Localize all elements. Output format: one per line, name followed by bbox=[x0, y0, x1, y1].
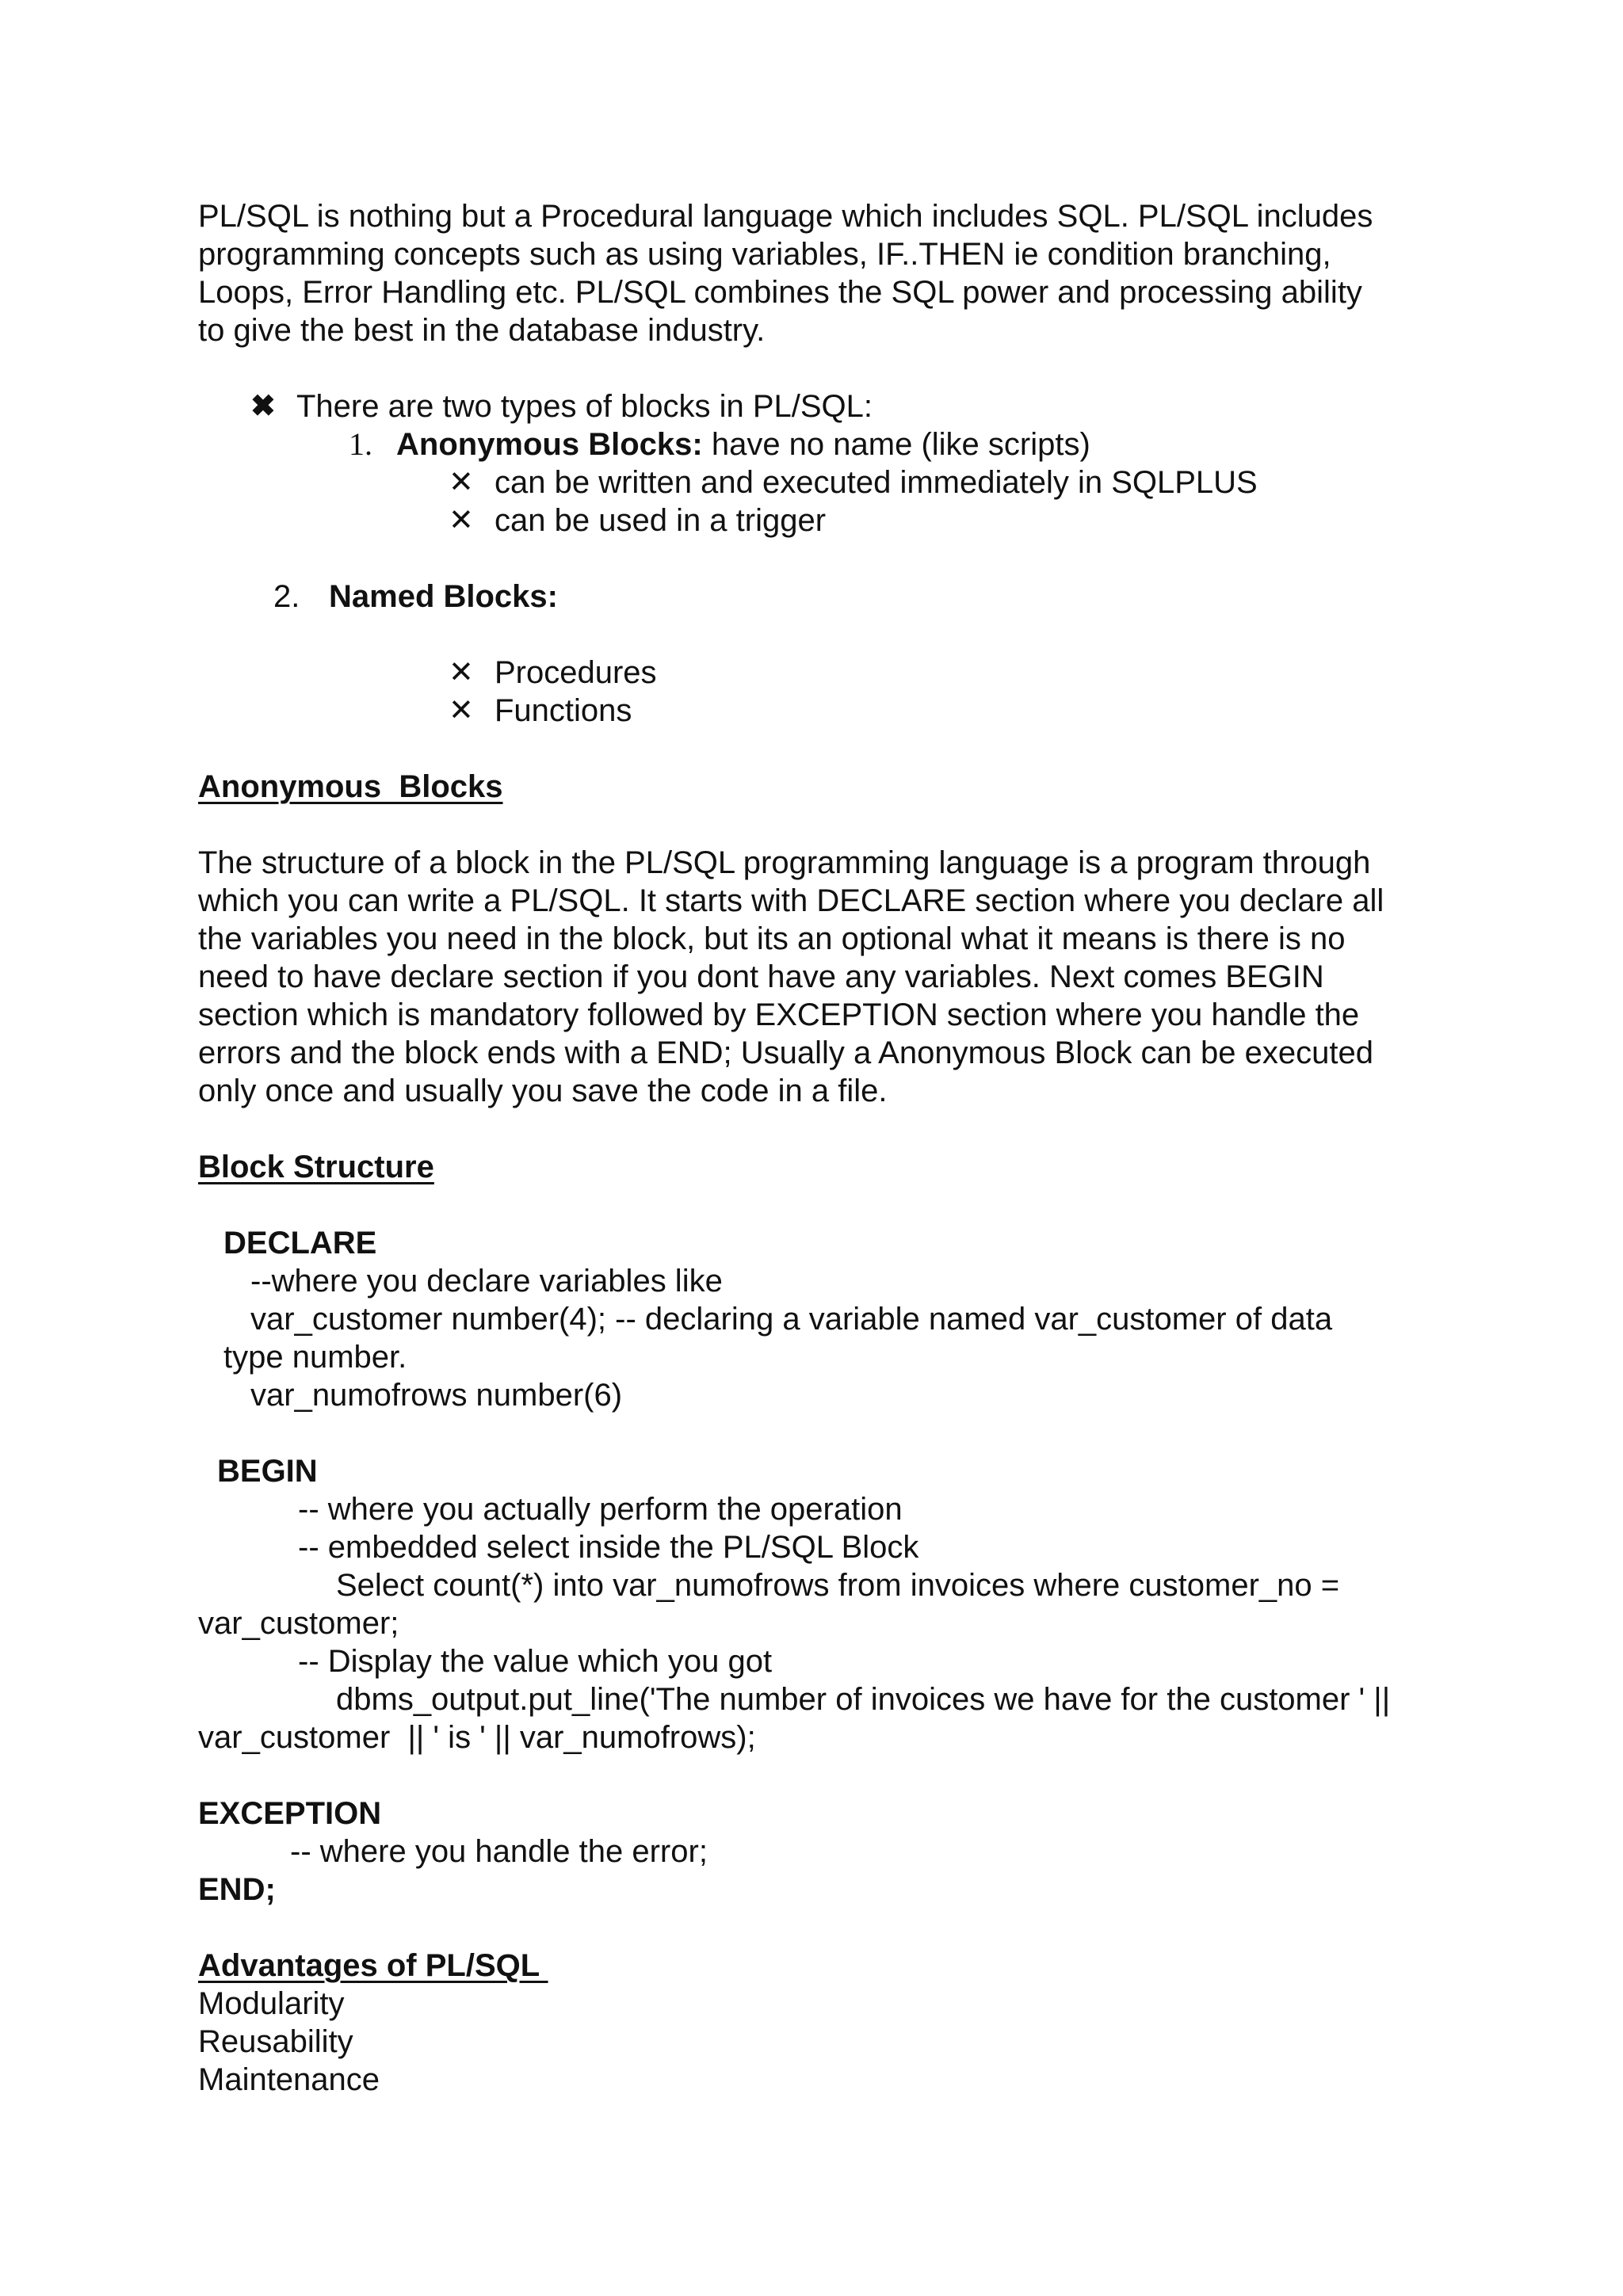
begin-keyword: BEGIN bbox=[217, 1454, 318, 1489]
exception-line: -- where you handle the error; bbox=[290, 1834, 708, 1869]
named-item-2: Functions bbox=[495, 693, 632, 728]
anonymous-para-line-7: only once and usually you save the code in a file. bbox=[198, 1074, 888, 1108]
block-structure-heading: Block Structure bbox=[198, 1150, 434, 1184]
anonymous-para-line-5: section which is mandatory followed by EXCEPTION section where you handle the bbox=[198, 997, 1360, 1032]
declare-keyword: DECLARE bbox=[223, 1226, 377, 1261]
begin-line-3: Select count(*) into var_numofrows from invoices where customer_no = bbox=[336, 1568, 1340, 1603]
intro-line-4: to give the best in the database industry. bbox=[198, 313, 766, 348]
anonymous-para-line-2: which you can write a PL/SQL. It starts with DECLARE section where you declare all bbox=[198, 883, 1384, 918]
sub-bullet-x-icon: ✕ bbox=[449, 504, 474, 537]
advantages-heading: Advantages of PL/SQL bbox=[198, 1948, 548, 1983]
begin-line-4: var_customer; bbox=[198, 1606, 399, 1641]
anonymous-blocks-label: Anonymous Blocks: bbox=[396, 427, 703, 462]
declare-line-4: var_numofrows number(6) bbox=[250, 1378, 623, 1413]
declare-line-1: --where you declare variables like bbox=[250, 1264, 723, 1299]
named-item-1: Procedures bbox=[495, 655, 657, 690]
anonymous-para-line-1: The structure of a block in the PL/SQL programming language is a program through bbox=[198, 845, 1371, 880]
sub-bullet-x-icon: ✕ bbox=[449, 466, 474, 499]
begin-line-1: -- where you actually perform the operation bbox=[298, 1492, 903, 1527]
begin-line-5: -- Display the value which you got bbox=[298, 1644, 773, 1679]
end-keyword: END; bbox=[198, 1872, 276, 1907]
list-number-2: 2. bbox=[273, 579, 300, 614]
anonymous-blocks-text: have no name (like scripts) bbox=[702, 427, 1090, 462]
blocks-heading: There are two types of blocks in PL/SQL: bbox=[296, 389, 873, 424]
anonymous-para-line-3: the variables you need in the block, but its an optional what it means is there is no bbox=[198, 921, 1346, 956]
anonymous-blocks-item bbox=[396, 425, 1090, 463]
begin-line-7: var_customer || ' is ' || var_numofrows); bbox=[198, 1720, 756, 1755]
sub-bullet-x-icon: ✕ bbox=[449, 694, 474, 727]
advantage-item-1: Modularity bbox=[198, 1986, 345, 2021]
anonymous-item-1: can be written and executed immediately in SQLPLUS bbox=[495, 465, 1258, 500]
anonymous-section-heading: Anonymous Blocks bbox=[198, 769, 503, 804]
advantage-item-2: Reusability bbox=[198, 2024, 353, 2059]
anonymous-para-line-6: errors and the block ends with a END; Usually a Anonymous Block can be executed bbox=[198, 1035, 1374, 1070]
sub-bullet-x-icon: ✕ bbox=[449, 656, 474, 689]
exception-keyword: EXCEPTION bbox=[198, 1796, 382, 1831]
intro-line-3: Loops, Error Handling etc. PL/SQL combines the SQL power and processing ability bbox=[198, 275, 1362, 310]
intro-line-1: PL/SQL is nothing but a Procedural language which includes SQL. PL/SQL includes bbox=[198, 199, 1373, 234]
begin-line-2: -- embedded select inside the PL/SQL Block bbox=[298, 1530, 919, 1565]
anonymous-item-2: can be used in a trigger bbox=[495, 503, 827, 538]
declare-line-3: type number. bbox=[223, 1340, 407, 1375]
bullet-x-icon: ✖ bbox=[250, 390, 276, 423]
anonymous-para-line-4: need to have declare section if you dont have any variables. Next comes BEGIN bbox=[198, 959, 1324, 994]
intro-line-2: programming concepts such as using variables, IF..THEN ie condition branching, bbox=[198, 237, 1331, 272]
named-blocks-label: Named Blocks: bbox=[329, 579, 558, 614]
begin-line-6: dbms_output.put_line('The number of invoices we have for the customer ' || bbox=[336, 1682, 1391, 1717]
list-number-1: 1. bbox=[349, 426, 372, 462]
advantage-item-3: Maintenance bbox=[198, 2062, 380, 2097]
declare-line-2: var_customer number(4); -- declaring a variable named var_customer of data bbox=[250, 1302, 1333, 1337]
